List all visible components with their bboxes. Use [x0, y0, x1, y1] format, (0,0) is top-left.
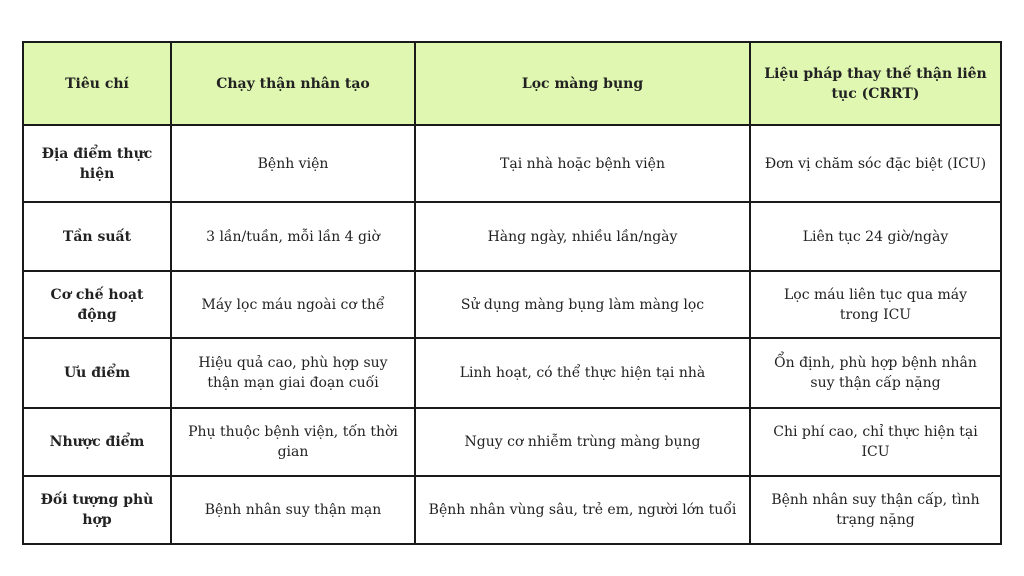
table-row [23, 202, 1001, 271]
table-cell: Ổn định, phù hợp bệnh nhân suy thận cấp nặng [750, 338, 1001, 408]
table-cell: Bệnh nhân vùng sâu, trẻ em, người lớn tuổi [415, 476, 750, 544]
table-cell: Máy lọc máu ngoài cơ thể [171, 271, 415, 338]
header-criteria: Tiêu chí [23, 42, 171, 125]
table-row [23, 125, 1001, 202]
table-cell: Phụ thuộc bệnh viện, tốn thời gian [171, 408, 415, 476]
table-header-row [23, 42, 1001, 125]
table-cell: Bệnh nhân suy thận cấp, tình trạng nặng [750, 476, 1001, 544]
table-cell: Chi phí cao, chỉ thực hiện tại ICU [750, 408, 1001, 476]
row-label-frequency: Tần suất [23, 202, 171, 271]
table-cell: Bệnh nhân suy thận mạn [171, 476, 415, 544]
table-cell: Đơn vị chăm sóc đặc biệt (ICU) [750, 125, 1001, 202]
header-peritoneal-dialysis: Lọc màng bụng [415, 42, 750, 125]
table-cell: Tại nhà hoặc bệnh viện [415, 125, 750, 202]
table-cell: Lọc máu liên tục qua máy trong ICU [750, 271, 1001, 338]
row-label-target-patients: Đối tượng phù hợp [23, 476, 171, 544]
table-cell: Nguy cơ nhiễm trùng màng bụng [415, 408, 750, 476]
comparison-table [22, 41, 1002, 545]
table-row [23, 408, 1001, 476]
table-cell: Liên tục 24 giờ/ngày [750, 202, 1001, 271]
row-label-mechanism: Cơ chế hoạt động [23, 271, 171, 338]
table-cell: Hiệu quả cao, phù hợp suy thận mạn giai đoạn cuối [171, 338, 415, 408]
header-crrt: Liệu pháp thay thế thận liên tục (CRRT) [750, 42, 1001, 125]
table-cell: 3 lần/tuần, mỗi lần 4 giờ [171, 202, 415, 271]
header-hemodialysis: Chạy thận nhân tạo [171, 42, 415, 125]
table-cell: Linh hoạt, có thể thực hiện tại nhà [415, 338, 750, 408]
table-cell: Hàng ngày, nhiều lần/ngày [415, 202, 750, 271]
row-label-disadvantages: Nhược điểm [23, 408, 171, 476]
table-row [23, 338, 1001, 408]
table-cell: Sử dụng màng bụng làm màng lọc [415, 271, 750, 338]
table-row [23, 271, 1001, 338]
row-label-advantages: Ưu điểm [23, 338, 171, 408]
row-label-location: Địa điểm thực hiện [23, 125, 171, 202]
table-cell: Bệnh viện [171, 125, 415, 202]
table-row [23, 476, 1001, 544]
